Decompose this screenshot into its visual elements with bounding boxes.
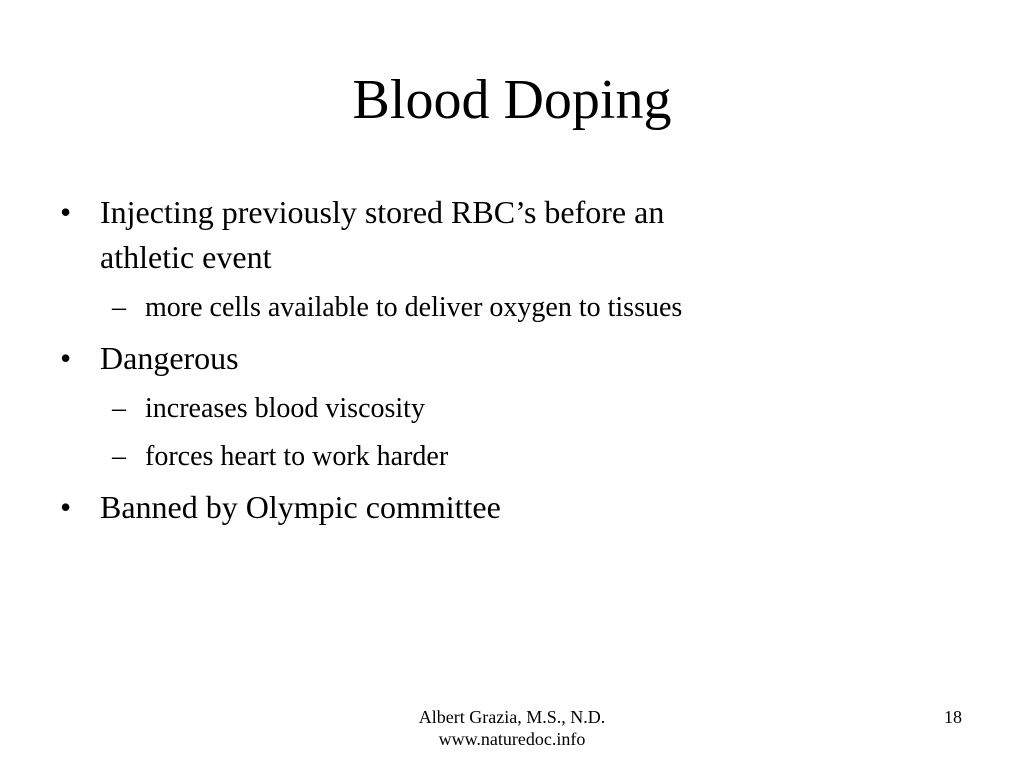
sub-bullet-item-heart bbox=[60, 437, 860, 477]
sub-bullet-marker: – bbox=[112, 441, 126, 472]
bullet-item-injecting bbox=[60, 190, 860, 280]
sub-bullet-marker: – bbox=[112, 292, 126, 323]
footer-website: www.naturedoc.info bbox=[438, 729, 586, 749]
bullet-marker: • bbox=[60, 340, 72, 376]
bullet-text: Dangerous bbox=[100, 340, 239, 376]
sub-bullet-item-viscosity bbox=[60, 389, 860, 429]
bullet-marker: • bbox=[60, 489, 72, 525]
bullet-item-banned bbox=[60, 485, 860, 530]
bullet-item-dangerous bbox=[60, 336, 860, 381]
page-number: 18 bbox=[944, 707, 962, 727]
footer-author: Albert Grazia, M.S., N.D. bbox=[418, 707, 606, 727]
sub-bullet-text: increases blood viscosity bbox=[145, 393, 425, 424]
sub-bullet-item-more-cells bbox=[60, 288, 860, 328]
sub-bullet-marker: – bbox=[112, 393, 126, 424]
bullet-text-line: athletic event bbox=[100, 239, 272, 275]
sub-bullet-text: forces heart to work harder bbox=[145, 441, 449, 472]
footer-author-block bbox=[0, 706, 1024, 750]
bullet-text: Banned by Olympic committee bbox=[100, 489, 501, 525]
bullet-list bbox=[60, 190, 860, 534]
bullet-text-line: Injecting previously stored RBC’s before an bbox=[100, 194, 665, 230]
slide-title: Blood Doping bbox=[352, 69, 672, 131]
bullet-marker: • bbox=[60, 194, 72, 230]
sub-bullet-text: more cells available to deliver oxygen to tissues bbox=[145, 292, 683, 323]
